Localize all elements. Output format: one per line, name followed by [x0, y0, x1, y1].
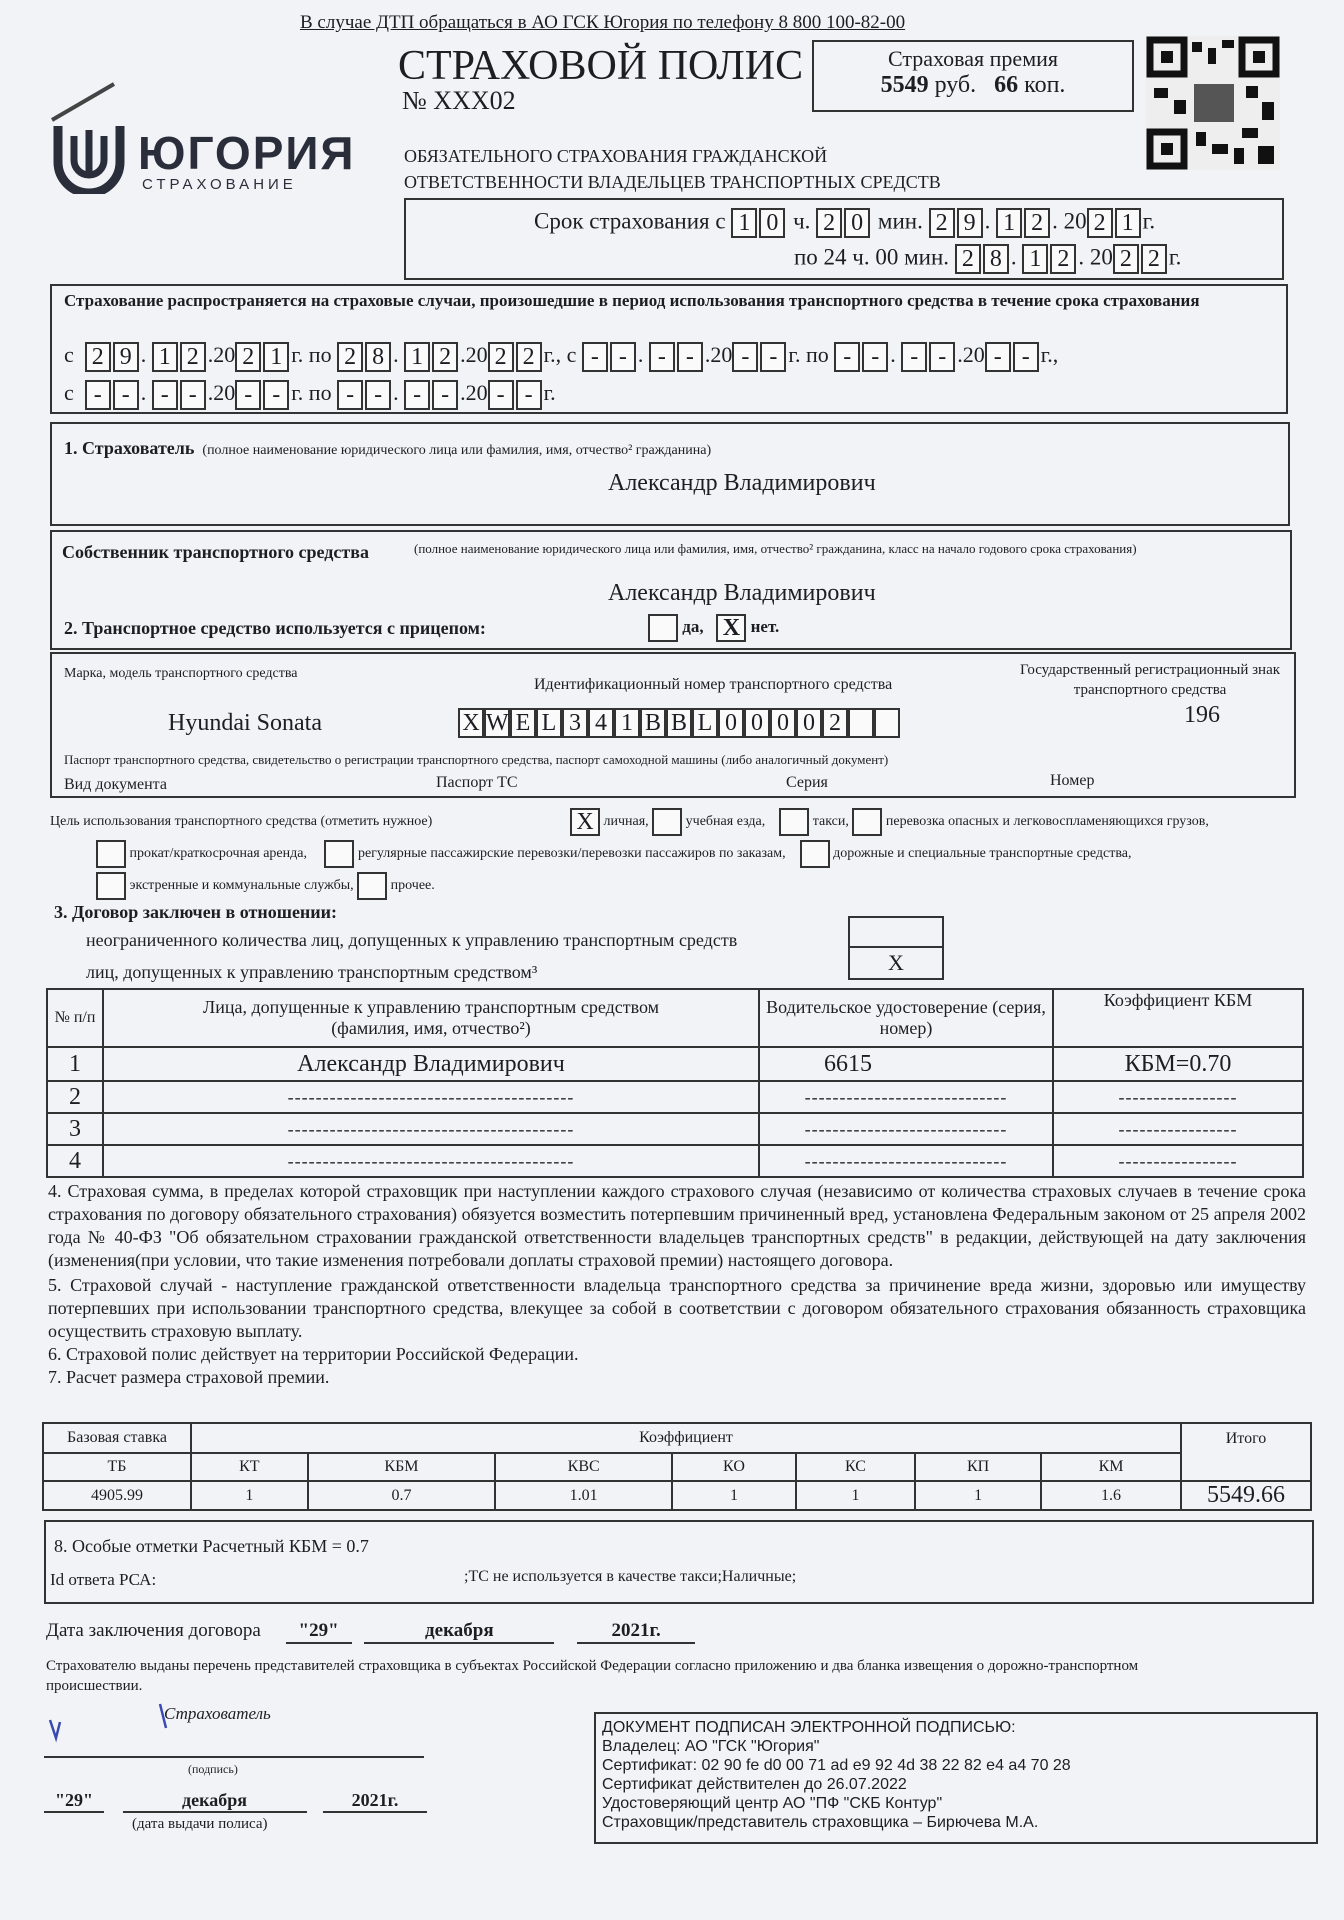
esign-line-1: ДОКУМЕНТ ПОДПИСАН ЭЛЕКТРОННОЙ ПОДПИСЬЮ: — [602, 1719, 1016, 1736]
dash-cell: - — [610, 342, 636, 372]
vin-cell: B — [640, 708, 666, 738]
term-y1: 2 — [1087, 208, 1113, 238]
subtitle-1: ОБЯЗАТЕЛЬНОГО СТРАХОВАНИЯ ГРАЖДАНСКОЙ — [404, 146, 828, 166]
dash-cell: - — [263, 380, 289, 410]
conclusion-day: "29" — [286, 1620, 352, 1644]
term-box: Срок страхования с 1 0 ч. 2 0 мин. 2 9 . 1 2 . 20 2 1 г. по 24 ч. 00 мин. 2 8 . 1 2 . 20 2 2 г. — [404, 198, 1284, 280]
purpose-label: Цель использования транспортного средства (отметить нужное) — [50, 814, 433, 829]
reg-value: 196 — [1184, 702, 1220, 728]
term-to-label: по 24 ч. 00 мин. — [794, 244, 950, 270]
dot: . — [393, 380, 399, 406]
subtitle-2: ОТВЕТСТВЕННОСТИ ВЛАДЕЛЬЦЕВ ТРАНСПОРТНЫХ СРЕДСТВ — [404, 172, 941, 192]
vin-cell: L — [536, 708, 562, 738]
logo-name: ЮГОРИЯ — [138, 127, 356, 179]
row-kbm: ----------------- — [1053, 1145, 1303, 1177]
term2-yr-unit: г. — [1168, 244, 1182, 270]
dot: . — [704, 342, 711, 368]
vin-cell: 0 — [770, 708, 796, 738]
p1t-y1: 2 — [488, 342, 514, 372]
purpose-emergency: экстренные и коммунальные службы, — [129, 878, 354, 894]
vin-cell: 1 — [614, 708, 640, 738]
yp: 20 — [213, 380, 236, 406]
dash-cell: - — [488, 380, 514, 410]
calc-head: КБМ — [308, 1453, 496, 1481]
term-h2: 0 — [759, 208, 785, 238]
calc-total-label: Итого — [1181, 1423, 1311, 1453]
purpose-taxi-checkbox[interactable] — [779, 808, 809, 836]
series-label: Серия — [786, 774, 828, 791]
purpose-training: учебная езда, — [685, 814, 766, 830]
term-mo1: 1 — [996, 208, 1022, 238]
calc-value: 1.01 — [495, 1481, 672, 1510]
term-h1: 1 — [731, 208, 757, 238]
gpo: г. по — [788, 342, 829, 368]
row-license: ----------------------------- — [759, 1081, 1053, 1113]
table-row — [47, 1047, 1303, 1081]
dash-cell: - — [1013, 342, 1039, 372]
term-from-label: Срок страхования с — [534, 208, 726, 234]
row-license: ----------------------------- — [759, 1145, 1053, 1177]
col-no: № п/п — [47, 989, 103, 1047]
calc-value: 1 — [191, 1481, 308, 1510]
vin-cells — [458, 708, 900, 738]
paragraph-6: 6. Страховой полис действует на территории Российской Федерации. — [48, 1344, 579, 1364]
purpose-regular: регулярные пассажирские перевозки/перевозки пассажиров по заказам, — [357, 846, 786, 862]
calc-head: КС — [796, 1453, 915, 1481]
doc-hint: Паспорт транспортного средства, свидетельство о регистрации транспортного средства, паспорт самоходной машины (либо аналогичный документ) — [64, 752, 889, 767]
purpose-other: прочее. — [390, 878, 435, 894]
gc: г., с — [543, 342, 577, 368]
calc-value: 1 — [672, 1481, 796, 1510]
purpose-taxi: такси, — [812, 814, 849, 830]
dot: . — [140, 342, 147, 368]
purpose-road-checkbox[interactable] — [800, 840, 830, 868]
vin-label: Идентификационный номер транспортного средства — [534, 676, 893, 693]
issue-year: 2021г. — [323, 1790, 427, 1813]
row-kbm: ----------------- — [1053, 1081, 1303, 1113]
vin-cell: E — [510, 708, 536, 738]
trailer-yes-label: да, — [682, 616, 704, 636]
number-label: Номер — [1050, 772, 1095, 789]
term-mo2: 2 — [1024, 208, 1050, 238]
term-d1: 2 — [929, 208, 955, 238]
gcomma: г., — [1040, 342, 1059, 368]
row-name: ----------------------------------------- — [103, 1113, 759, 1145]
term2-mo1: 1 — [1022, 244, 1048, 274]
dash-cell: - — [985, 342, 1011, 372]
term2-d2: 8 — [983, 244, 1009, 274]
esign-line-6: Страховщик/представитель страховщика – Бирючева М.А. — [602, 1814, 1039, 1831]
calc-value: 4905.99 — [43, 1481, 191, 1510]
contract-heading: 3. Договор заключен в отношении: — [54, 902, 338, 922]
esign-line-4: Сертификат действителен до 26.07.2022 — [602, 1776, 907, 1793]
term2-yp: 20 — [1089, 244, 1113, 270]
purpose-personal: личная, — [603, 814, 649, 830]
premium-kop: 66 — [994, 72, 1019, 98]
yugoria-logo-icon — [52, 122, 126, 194]
p1t-y2: 2 — [516, 342, 542, 372]
insurer-box — [50, 422, 1290, 526]
purpose-dangerous-checkbox[interactable] — [852, 808, 882, 836]
issue-month: декабря — [123, 1790, 307, 1813]
purpose-road: дорожные и специальные транспортные средства, — [833, 846, 1132, 862]
paragraph-7: 7. Расчет размера страховой премии. — [48, 1367, 330, 1387]
vin-cell: 0 — [744, 708, 770, 738]
row-name: Александр Владимирович — [103, 1047, 759, 1081]
vin-cell: 3 — [562, 708, 588, 738]
term-m2: 0 — [844, 208, 870, 238]
vin-cell: W — [486, 710, 509, 736]
issue-date-label: (дата выдачи полиса) — [132, 1816, 268, 1832]
g: г. — [543, 380, 556, 406]
dash-cell: - — [152, 380, 178, 410]
term2-d1: 2 — [955, 244, 981, 274]
owner-heading: Собственник транспортного средства — [62, 542, 369, 562]
vin-cell: L — [692, 708, 718, 738]
p1-y2: 1 — [263, 342, 289, 372]
trailer-no-checkbox[interactable]: X — [716, 614, 746, 642]
doc-type-value: Паспорт ТС — [436, 774, 518, 791]
p1t-d2: 8 — [365, 342, 391, 372]
qr-code-icon — [1146, 36, 1280, 170]
rub-unit: руб. — [934, 72, 977, 98]
dash-cell: - — [337, 380, 363, 410]
purpose-rental: прокат/краткосрочная аренда, — [129, 846, 307, 862]
gpo: г. по — [291, 342, 332, 368]
signature-line — [44, 1756, 424, 1758]
calc-coef-label: Коэффициент — [191, 1423, 1181, 1453]
dot: . — [890, 342, 896, 368]
col-license: Водительское удостоверение (серия, номер) — [759, 989, 1053, 1047]
p-c: с — [64, 342, 74, 368]
table-row — [47, 1081, 1303, 1113]
term-h-unit: ч. — [793, 208, 811, 234]
esign-line-2: Владелец: АО "ГСК "Югория" — [602, 1738, 820, 1755]
dash-cell: - — [862, 342, 888, 372]
dash-cell: - — [901, 342, 927, 372]
dash-cell: - — [404, 380, 430, 410]
notice: В случае ДТП обращаться в АО ГСК Югория по телефону 8 800 100-82-00 — [300, 12, 906, 33]
term2-y2: 2 — [1141, 244, 1167, 274]
dash-cell: - — [432, 380, 458, 410]
paragraph-4: 4. Страховая сумма, в пределах которой страховщик при наступлении каждого страхового случая (независимо от количества страховых случаев в течение срока страхования по договору обязательного страхования) обязуется возместить потерпевшим причиненный вред, установлена Федеральным законом от 25 апреля 2002 года № 40-ФЗ "Об обязательном страховании гражданской ответственности владельцев транспортных средств" в редакции, действующей на дату заключения (изменения(при условии, что такие изменения потребовали доплаты страховой премии) настоящего договора. — [48, 1181, 1306, 1270]
row-license: 6615 — [759, 1047, 1053, 1081]
dot: . — [460, 380, 466, 406]
dash-cell: - — [677, 342, 703, 372]
contract-unlimited: неограниченного количества лиц, допущенных к управлению транспортным средств — [86, 930, 738, 950]
vin-cell: 2 — [822, 708, 848, 738]
p1-y1: 2 — [235, 342, 261, 372]
conclusion-month: декабря — [364, 1620, 554, 1644]
reg-label: Государственный регистрационный знак транспортного средства — [1019, 662, 1281, 698]
term-yp: 20 — [1063, 208, 1087, 234]
doc-type-label: Вид документа — [64, 776, 167, 793]
issue-day: "29" — [44, 1790, 104, 1813]
calc-head: КВС — [495, 1453, 672, 1481]
calc-head: КТ — [191, 1453, 308, 1481]
purpose-training-checkbox[interactable] — [652, 808, 682, 836]
term-m-unit: мин. — [877, 208, 923, 234]
signer-role: Страхователь — [164, 1704, 271, 1723]
p1-d2: 9 — [113, 342, 139, 372]
term-m1: 2 — [816, 208, 842, 238]
owner-hint: (полное наименование юридического лица или фамилия, имя, отчество² гражданина, класс на начало годового срока страхования) — [414, 541, 1137, 556]
policy-number: № ХХХ02 — [402, 86, 516, 115]
conclusion-date — [46, 1620, 695, 1644]
dash-cell: - — [365, 380, 391, 410]
dash-cell: - — [929, 342, 955, 372]
vehicle-box — [50, 652, 1296, 798]
dot: . — [460, 342, 466, 368]
dash-cell: - — [85, 380, 111, 410]
term-d2: 9 — [957, 208, 983, 238]
purpose-rental-checkbox[interactable] — [96, 840, 126, 868]
p-c2: с — [64, 380, 74, 406]
dot: . — [957, 342, 963, 368]
dash-cell: - — [732, 342, 758, 372]
purpose-section — [50, 806, 1300, 906]
kop-unit: коп. — [1024, 72, 1066, 98]
row-no: 2 — [47, 1081, 103, 1113]
purpose-regular-checkbox[interactable] — [324, 840, 354, 868]
term2-y1: 2 — [1113, 244, 1139, 274]
period-heading: Страхование распространяется на страховые случаи, произошедшие в период использования транспортного средства в течение срока страхования — [64, 291, 1200, 310]
calc-head: ТБ — [43, 1453, 191, 1481]
dot: . — [207, 380, 214, 406]
term-y2: 1 — [1115, 208, 1141, 238]
dash-cell: - — [582, 342, 608, 372]
dash-cell: - — [516, 380, 542, 410]
trailer-yes-checkbox[interactable] — [648, 614, 678, 642]
premium-rub: 5549 — [880, 72, 929, 98]
terms-text — [48, 1180, 1306, 1389]
yp: 20 — [465, 380, 488, 406]
trailer-no-label: нет. — [750, 616, 780, 636]
dot: . — [140, 380, 147, 406]
calc-head-row — [43, 1453, 1311, 1481]
dash-cell: - — [113, 380, 139, 410]
logo — [48, 80, 388, 200]
p1-d1: 2 — [85, 342, 111, 372]
row-no: 1 — [47, 1047, 103, 1081]
p1-m2: 2 — [180, 342, 206, 372]
owner-name: Александр Владимирович — [608, 580, 876, 606]
row-name: ----------------------------------------- — [103, 1145, 759, 1177]
yp: 20 — [465, 342, 488, 368]
calc-head: КМ — [1041, 1453, 1181, 1481]
purpose-personal-checkbox[interactable]: X — [570, 808, 600, 836]
vin-cell: 0 — [718, 708, 744, 738]
dash-cell: - — [649, 342, 675, 372]
vin-cell: 0 — [796, 708, 822, 738]
esign-line-5: Удостоверяющий центр АО "ПФ "СКБ Контур" — [602, 1795, 943, 1812]
logo-sub: СТРАХОВАНИЕ — [142, 176, 297, 193]
insurer-name: Александр Владимирович — [608, 470, 876, 496]
esign-box — [594, 1712, 1318, 1844]
dot: . — [393, 342, 399, 368]
term2-mo2: 2 — [1050, 244, 1076, 274]
row-name: ----------------------------------------- — [103, 1081, 759, 1113]
calc-value: 0.7 — [308, 1481, 496, 1510]
notes-kbm: Расчетный КБМ = 0.7 — [202, 1536, 369, 1556]
dash-cell: - — [834, 342, 860, 372]
trailer-label: 2. Транспортное средство используется с прицепом: — [64, 618, 486, 638]
drivers-table — [46, 988, 1304, 1178]
dash-cell: - — [235, 380, 261, 410]
premium-box — [812, 40, 1134, 112]
row-no: 3 — [47, 1113, 103, 1145]
conclusion-label: Дата заключения договора — [46, 1620, 261, 1641]
contract-checkbox-group — [848, 916, 944, 980]
insurer-heading: 1. Страхователь — [64, 438, 195, 458]
conclusion-year: 2021г. — [577, 1620, 695, 1644]
insurer-hint: (полное наименование юридического лица или фамилия, имя, отчество² гражданина) — [202, 443, 712, 458]
row-no: 4 — [47, 1145, 103, 1177]
row-kbm: КБМ=0.70 — [1053, 1047, 1303, 1081]
purpose-dangerous: перевозка опасных и легковоспламеняющихся грузов, — [885, 814, 1209, 830]
yp: 20 — [962, 342, 985, 368]
esign-line-3: Сертификат: 02 90 fe d0 00 71 ad e9 92 4d 38 22 82 e4 a4 70 28 — [602, 1757, 1071, 1774]
signature-caption: (подпись) — [188, 1762, 238, 1776]
purpose-emergency-checkbox[interactable] — [96, 872, 126, 900]
calc-base-label: Базовая ставка — [43, 1423, 191, 1453]
row-kbm: ----------------- — [1053, 1113, 1303, 1145]
period-box — [50, 284, 1288, 414]
yp: 20 — [213, 342, 236, 368]
vin-cell: B — [666, 708, 692, 738]
premium-label: Страховая премия — [887, 46, 1059, 71]
p1-m1: 1 — [152, 342, 178, 372]
gpo: г. по — [291, 380, 332, 406]
vin-cell — [874, 708, 900, 738]
vin-cell: 4 — [588, 708, 614, 738]
notes-label: 8. Особые отметки — [54, 1536, 198, 1556]
col-name: Лица, допущенные к управлению транспортным средством (фамилия, имя, отчество²) — [103, 989, 759, 1047]
calc-value: 1 — [915, 1481, 1041, 1510]
dot: . — [637, 342, 644, 368]
dash-cell: - — [180, 380, 206, 410]
notes-rsa: Id ответа РСА: — [50, 1570, 157, 1589]
unlimited-checkbox[interactable] — [848, 916, 944, 948]
policy-title: СТРАХОВОЙ ПОЛИС — [398, 43, 804, 89]
vin-cell — [848, 708, 874, 738]
calc-value: 1.6 — [1041, 1481, 1181, 1510]
table-row — [47, 1113, 1303, 1145]
col-kbm: Коэффициент КБМ — [1053, 989, 1303, 1047]
calc-value-row — [43, 1481, 1311, 1510]
paragraph-5: 5. Страховой случай - наступление гражданской ответственности владельца транспортного средства за причинение вреда жизни, здоровью или имуществу потерпевших при использовании транспортного средства, влекущее за собой в соответствии с договором обязательного страхования обязанность страховщика осуществить страховую выплату. — [48, 1275, 1306, 1341]
dash-cell: - — [760, 342, 786, 372]
dot: . — [207, 342, 214, 368]
calc-total-spacer — [1181, 1453, 1311, 1481]
notes-extra: ;ТС не используется в качестве такси;Наличные; — [464, 1568, 797, 1585]
premium-calc-table — [42, 1422, 1312, 1511]
calc-head: КП — [915, 1453, 1041, 1481]
term-yr-unit: г. — [1142, 208, 1156, 234]
contract-limited: лиц, допущенных к управлению транспортным средством³ — [86, 962, 538, 982]
row-license: ----------------------------- — [759, 1113, 1053, 1145]
limited-checkbox[interactable]: X — [848, 948, 944, 980]
model-label: Марка, модель транспортного средства — [64, 666, 298, 681]
calc-total: 5549.66 — [1181, 1481, 1311, 1510]
issued-text: Страхователю выданы перечень представителей страховщика в субъектах Российской Федерации согласно приложению и два бланка извещения о дорожно-транспортном происшествии. — [46, 1658, 1139, 1694]
p1t-d1: 2 — [337, 342, 363, 372]
p1t-m1: 1 — [404, 342, 430, 372]
signature-area — [40, 1696, 440, 1846]
purpose-other-checkbox[interactable] — [357, 872, 387, 900]
vin-cell: X — [458, 708, 484, 738]
notes-box — [44, 1520, 1314, 1604]
calc-value: 1 — [796, 1481, 915, 1510]
owner-box — [50, 530, 1292, 650]
calc-head: КО — [672, 1453, 796, 1481]
table-row — [47, 1145, 1303, 1177]
model-value: Hyundai Sonata — [168, 710, 322, 736]
yp: 20 — [710, 342, 733, 368]
p1t-m2: 2 — [432, 342, 458, 372]
